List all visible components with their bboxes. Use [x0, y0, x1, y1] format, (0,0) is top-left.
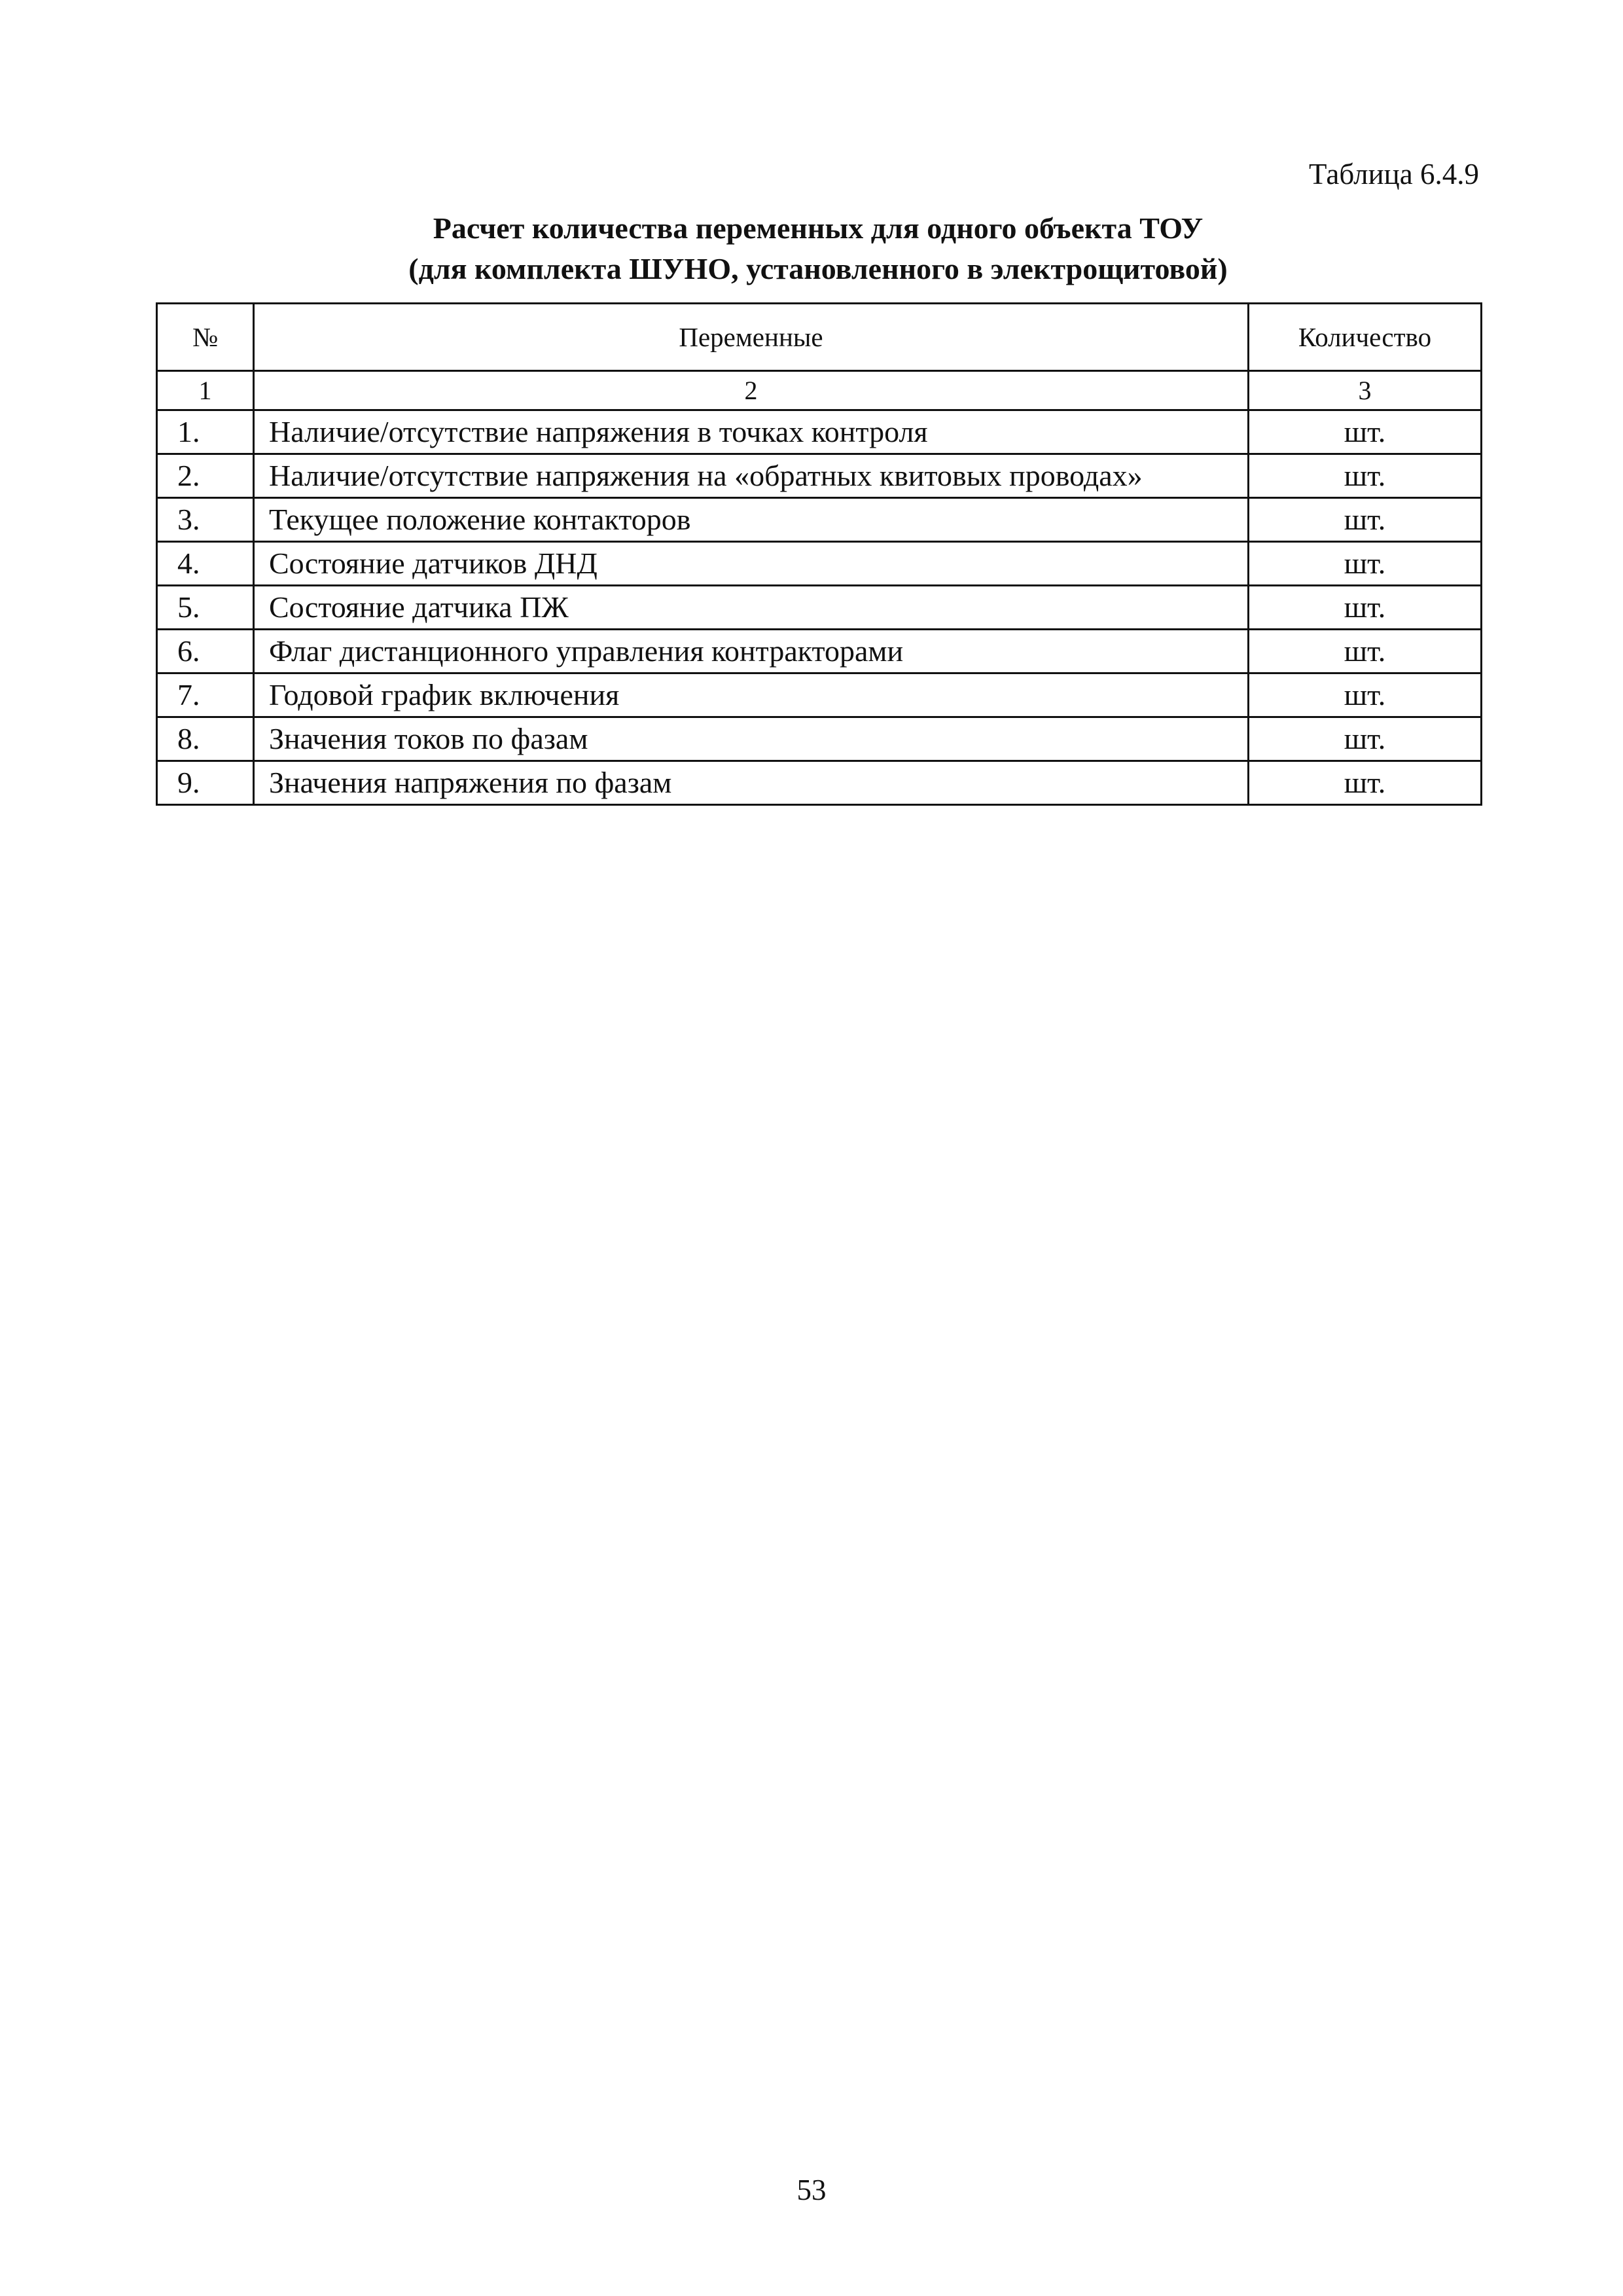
- row-quantity: шт.: [1249, 717, 1482, 761]
- title-line-2: (для комплекта ШУНО, установленного в электрощитовой): [408, 252, 1228, 285]
- row-variable: Состояние датчика ПЖ: [254, 586, 1249, 630]
- row-number: 6.: [157, 630, 254, 673]
- row-quantity: шт.: [1249, 454, 1482, 498]
- row-number: 3.: [157, 498, 254, 542]
- variables-table: [156, 302, 1482, 806]
- row-variable: Состояние датчиков ДНД: [254, 542, 1249, 586]
- table-row: [157, 586, 1482, 630]
- table-label: Таблица 6.4.9: [1309, 158, 1479, 190]
- table-row: [157, 410, 1482, 454]
- row-quantity: шт.: [1249, 630, 1482, 673]
- row-number: 1.: [157, 410, 254, 454]
- table-header-row: [157, 304, 1482, 371]
- row-quantity: шт.: [1249, 761, 1482, 805]
- row-variable: Годовой график включения: [254, 673, 1249, 717]
- table-title: [157, 208, 1479, 289]
- row-variable: Наличие/отсутствие напряжения в точках контроля: [254, 410, 1249, 454]
- table-row: [157, 717, 1482, 761]
- column-index: 3: [1249, 371, 1482, 410]
- table-row: [157, 454, 1482, 498]
- column-index: 2: [254, 371, 1249, 410]
- column-index-row: [157, 371, 1482, 410]
- row-quantity: шт.: [1249, 498, 1482, 542]
- row-variable: Флаг дистанционного управления контракторами: [254, 630, 1249, 673]
- row-variable: Значения токов по фазам: [254, 717, 1249, 761]
- row-variable: Текущее положение контакторов: [254, 498, 1249, 542]
- row-variable: Наличие/отсутствие напряжения на «обратных квитовых проводах»: [254, 454, 1249, 498]
- row-quantity: шт.: [1249, 410, 1482, 454]
- row-variable: Значения напряжения по фазам: [254, 761, 1249, 805]
- table-row: [157, 761, 1482, 805]
- header-quantity: Количество: [1249, 304, 1482, 371]
- row-quantity: шт.: [1249, 586, 1482, 630]
- table-row: [157, 673, 1482, 717]
- title-line-1: Расчет количества переменных для одного объекта ТОУ: [433, 211, 1204, 245]
- column-index: 1: [157, 371, 254, 410]
- row-number: 2.: [157, 454, 254, 498]
- page-number: 53: [796, 2174, 827, 2206]
- table-row: [157, 542, 1482, 586]
- table-row: [157, 498, 1482, 542]
- row-quantity: шт.: [1249, 542, 1482, 586]
- row-number: 5.: [157, 586, 254, 630]
- row-number: 9.: [157, 761, 254, 805]
- header-number: №: [157, 304, 254, 371]
- row-number: 4.: [157, 542, 254, 586]
- row-number: 8.: [157, 717, 254, 761]
- table-row: [157, 630, 1482, 673]
- row-quantity: шт.: [1249, 673, 1482, 717]
- row-number: 7.: [157, 673, 254, 717]
- header-variables: Переменные: [254, 304, 1249, 371]
